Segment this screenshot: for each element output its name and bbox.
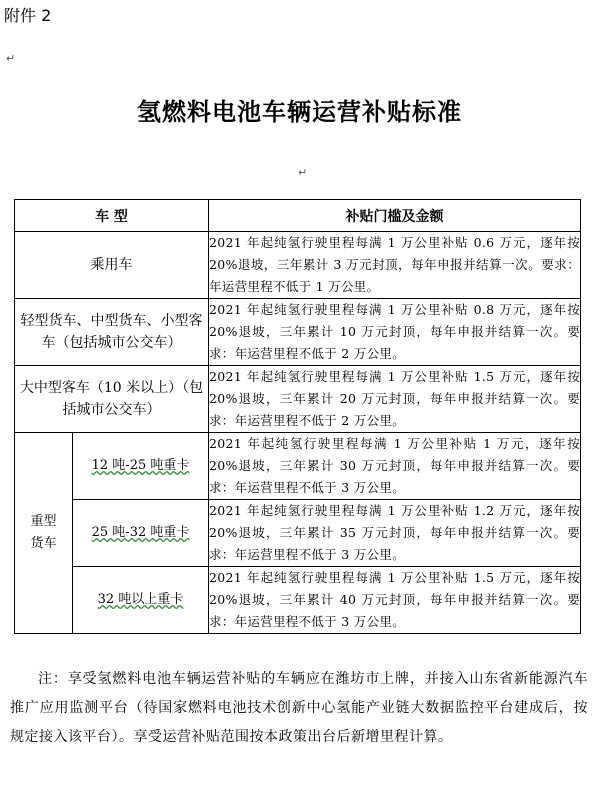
table-row — [15, 366, 581, 433]
subsidy-table — [14, 199, 581, 634]
heavy-truck-group-label: 重型货车 — [30, 514, 57, 551]
document-title: 氢燃料电池车辆运营补贴标准 — [137, 98, 462, 126]
table-row — [15, 567, 581, 634]
subsidy-desc-cell: 2021 年起纯氢行驶里程每满 1 万公里补贴 1.5 万元，逐年按 20%退坡，三年累计 40 万元封顶，每年申报并结算一次。要求：年运营里程不低于 3 万公里。 — [209, 567, 581, 634]
table-row — [15, 232, 581, 299]
header-subsidy: 补贴门槛及金额 — [209, 200, 581, 232]
vehicle-type-cell: 大中型客车（10 米以上）（包括城市公交车） — [15, 366, 209, 433]
heavy-truck-group-cell — [15, 433, 73, 634]
footnote: 注：享受氢燃料电池车辆运营补贴的车辆应在潍坊市上牌，并接入山东省新能源汽车推广应用监测平台（待国家燃料电池技术创新中心氢能产业链大数据监控平台建成后，按规定接入该平台）。享受运营补贴范围按本政策出台后新增里程计算。 — [10, 671, 588, 745]
vehicle-type-cell: 轻型货车、中型货车、小型客车（包括城市公交车） — [15, 299, 209, 366]
vehicle-subtype-cell — [73, 433, 209, 500]
vehicle-type-cell: 乘用车 — [15, 232, 209, 299]
paragraph-mark: ↵ — [6, 52, 16, 65]
vehicle-subtype-label: 12 吨-25 吨重卡 — [91, 458, 190, 473]
vehicle-subtype-cell — [73, 567, 209, 634]
vehicle-subtype-label: 25 吨-32 吨重卡 — [91, 525, 190, 540]
table-row — [15, 500, 581, 567]
subsidy-desc-cell: 2021 年起纯氢行驶里程每满 1 万公里补贴 0.8 万元，逐年按 20%退坡，三年累计 10 万元封顶，每年申报并结算一次。要求：年运营里程不低于 2 万公里。 — [209, 299, 581, 366]
subsidy-desc-cell: 2021 年起纯氢行驶里程每满 1 万公里补贴 0.6 万元，逐年按 20%退坡，三年累计 3 万元封顶，每年申报并结算一次。要求：年运营里程不低于 1 万公里。 — [209, 232, 581, 299]
attachment-label: 附件 2 — [4, 6, 52, 25]
vehicle-subtype-label: 32 吨以上重卡 — [97, 592, 184, 607]
table-row — [15, 299, 581, 366]
paragraph-mark: ↵ — [298, 166, 308, 179]
vehicle-subtype-cell — [73, 500, 209, 567]
subsidy-desc-cell: 2021 年起纯氢行驶里程每满 1 万公里补贴 1 万元，逐年按 20%退坡，三年累计 30 万元封顶，每年申报并结算一次。要求：年运营里程不低于 3 万公里。 — [209, 433, 581, 500]
subsidy-desc-cell: 2021 年起纯氢行驶里程每满 1 万公里补贴 1.2 万元，逐年按 20%退坡，三年累计 35 万元封顶，每年申报并结算一次。要求：年运营里程不低于 3 万公里。 — [209, 500, 581, 567]
header-vehicle-type: 车 型 — [15, 200, 209, 232]
table-header-row — [15, 200, 581, 232]
subsidy-desc-cell: 2021 年起纯氢行驶里程每满 1 万公里补贴 1.5 万元，逐年按 20%退坡，三年累计 20 万元封顶，每年申报并结算一次。要求：年运营里程不低于 2 万公里。 — [209, 366, 581, 433]
table-row — [15, 433, 581, 500]
